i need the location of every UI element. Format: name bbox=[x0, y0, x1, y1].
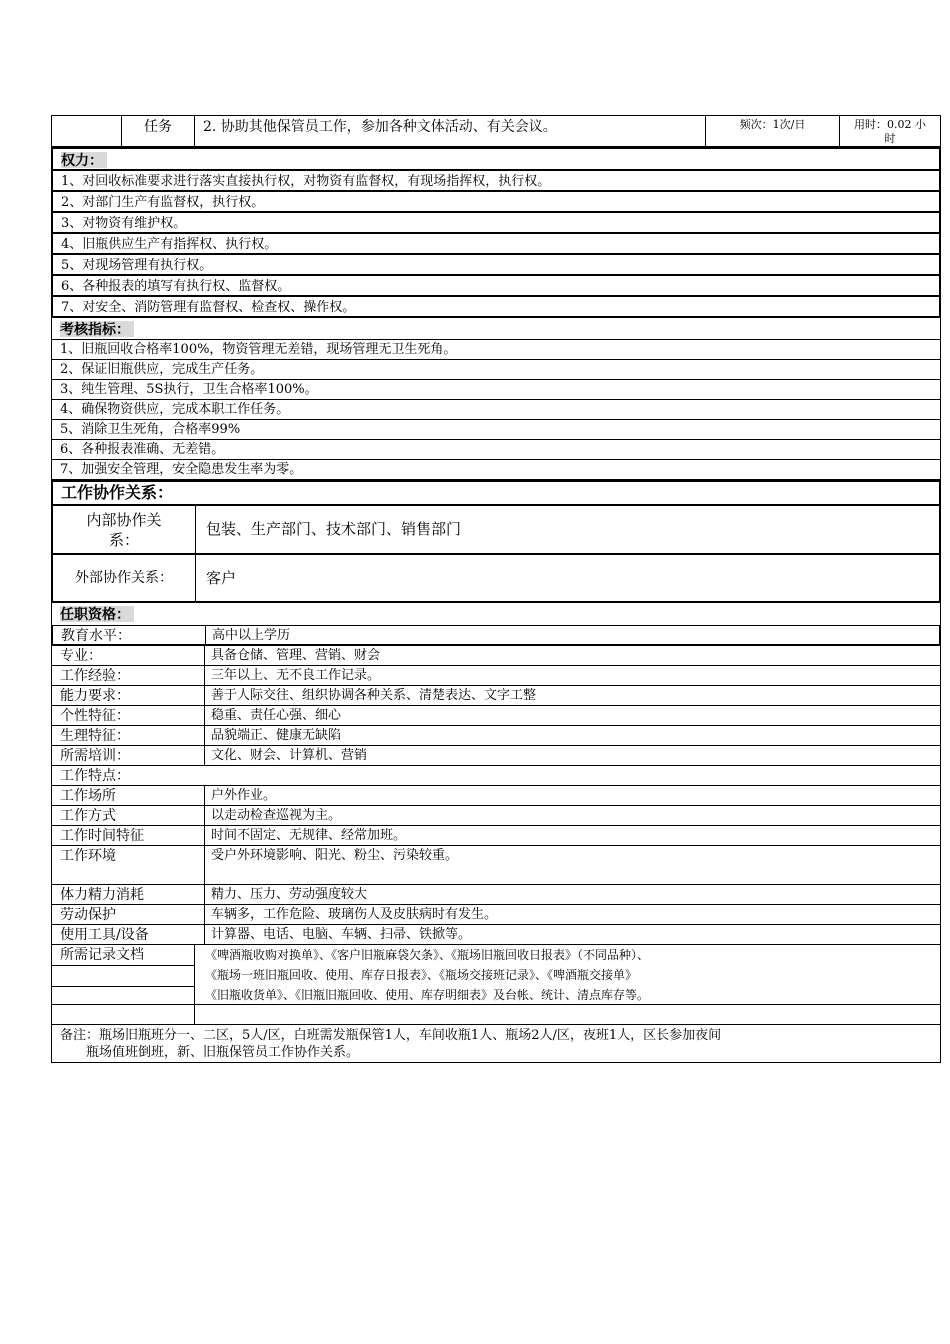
kpi-title: 考核指标： bbox=[60, 321, 134, 337]
kpi-item: 6、各种报表准确、无差错。 bbox=[51, 440, 941, 460]
task-row bbox=[51, 115, 941, 147]
feature-row bbox=[51, 925, 941, 945]
feature-row-value: 以走动检查巡视为主。 bbox=[204, 806, 940, 825]
feature-row bbox=[51, 846, 941, 885]
qualification-title: 任职资格： bbox=[60, 606, 134, 622]
feature-row-value: 户外作业。 bbox=[204, 786, 940, 805]
features-title: 工作特点： bbox=[60, 768, 130, 784]
power-item: 5、对现场管理有执行权。 bbox=[51, 255, 941, 276]
record-line-2: 《瓶场一班旧瓶回收、使用、库存日报表》、《瓶场交接班记录》、《啤酒瓶交接单》 bbox=[205, 968, 638, 982]
task-content: 2. 协助其他保管员工作，参加各种文体活动、有关会议。 bbox=[195, 116, 706, 146]
task-frequency: 频次：1次/日 bbox=[706, 116, 840, 146]
internal-cooperation-value: 包装、生产部门、技术部门、销售部门 bbox=[206, 520, 462, 538]
feature-row-value: 精力、压力、劳动强度较大 bbox=[204, 885, 940, 904]
qualification-row-value: 稳重、责任心强、细心 bbox=[204, 706, 940, 725]
feature-row-value: 计算器、电话、电脑、车辆、扫帚、铁掀等。 bbox=[204, 925, 940, 944]
feature-row-value: 时间不固定、无规律、经常加班。 bbox=[204, 826, 940, 845]
qualification-row bbox=[51, 646, 941, 666]
features-header bbox=[51, 766, 941, 786]
qualification-row-label: 生理特征： bbox=[60, 728, 130, 744]
kpi-item: 7、加强安全管理，安全隐患发生率为零。 bbox=[51, 460, 941, 480]
remark-line-1: 备注：瓶场旧瓶班分一、二区，5人/区，白班需发瓶保管1人，车间收瓶1人、瓶场2人/区，夜班1人，区长参加夜间 bbox=[60, 1028, 722, 1043]
powers-list bbox=[51, 171, 941, 318]
power-item: 7、对安全、消防管理有监督权、检查权、操作权。 bbox=[51, 297, 941, 318]
kpi-item: 2、保证旧瓶供应，完成生产任务。 bbox=[51, 360, 941, 380]
kpi-item: 1、旧瓶回收合格率100%，物资管理无差错，现场管理无卫生死角。 bbox=[51, 340, 941, 360]
cooperation-title: 工作协作关系： bbox=[61, 485, 174, 502]
record-line-3: 《旧瓶收货单》、《旧瓶旧瓶回收、使用、库存明细表》及台帐、统计、清点库存等。 bbox=[205, 988, 650, 1002]
task-label: 任务 bbox=[122, 116, 195, 146]
feature-row bbox=[51, 905, 941, 925]
kpi-list bbox=[51, 340, 941, 480]
remark-line-2: 瓶场值班倒班，新、旧瓶保管员工作协作关系。 bbox=[86, 1045, 360, 1060]
task-time-line2: 时 bbox=[884, 132, 896, 145]
feature-row bbox=[51, 885, 941, 905]
qualification-row-label: 工作经验： bbox=[60, 668, 130, 684]
kpi-header bbox=[51, 318, 941, 340]
qualification-row bbox=[51, 686, 941, 706]
qualification-row bbox=[51, 726, 941, 746]
feature-row-label: 工作环境 bbox=[60, 848, 116, 864]
records-row bbox=[51, 945, 941, 1005]
qualification-header bbox=[51, 603, 941, 626]
qualification-list bbox=[51, 626, 941, 766]
qualification-row bbox=[51, 626, 941, 646]
qualification-row bbox=[51, 666, 941, 686]
qualification-row-label: 专业： bbox=[60, 648, 102, 664]
feature-row bbox=[51, 806, 941, 826]
task-time bbox=[840, 116, 940, 146]
external-cooperation-label: 外部协作关系： bbox=[53, 555, 196, 601]
qualification-row-label: 个性特征： bbox=[60, 708, 130, 724]
empty-row bbox=[51, 1005, 941, 1025]
qualification-row-value: 三年以上、无不良工作记录。 bbox=[204, 666, 940, 685]
qualification-row-label: 所需培训： bbox=[60, 748, 130, 764]
qualification-row bbox=[51, 706, 941, 726]
power-item: 2、对部门生产有监督权，执行权。 bbox=[51, 192, 941, 213]
power-item: 3、对物资有维护权。 bbox=[51, 213, 941, 234]
kpi-item: 4、确保物资供应，完成本职工作任务。 bbox=[51, 400, 941, 420]
qualification-row-value: 品貌端正、健康无缺陷 bbox=[204, 726, 940, 745]
external-cooperation-value: 客户 bbox=[206, 569, 237, 587]
qualification-row-value: 文化、财会、计算机、营销 bbox=[204, 746, 940, 765]
feature-row-label: 工作场所 bbox=[60, 788, 116, 804]
qualification-row-value: 具备仓储、管理、营销、财会 bbox=[204, 646, 940, 665]
feature-row bbox=[51, 826, 941, 846]
power-item: 6、各种报表的填写有执行权、监督权。 bbox=[51, 276, 941, 297]
feature-row-label: 工作方式 bbox=[60, 808, 116, 824]
feature-row-value: 车辆多，工作危险、玻璃伤人及皮肤病时有发生。 bbox=[204, 905, 940, 924]
feature-row bbox=[51, 786, 941, 806]
cooperation-header bbox=[51, 480, 941, 506]
feature-row-value: 受户外环境影响、阳光、粉尘、污染较重。 bbox=[204, 846, 940, 884]
kpi-item: 3、纯生管理、5S执行，卫生合格率100%。 bbox=[51, 380, 941, 400]
internal-cooperation-label: 内部协作关 系： bbox=[53, 506, 196, 553]
qualification-row-label: 能力要求： bbox=[60, 688, 130, 704]
features-list bbox=[51, 786, 941, 945]
record-line-1: 《啤酒瓶收购对换单》、《客户旧瓶麻袋欠条》、《瓶场旧瓶回收日报表》（不同品种）、 bbox=[205, 948, 650, 962]
external-cooperation-row bbox=[51, 555, 941, 603]
qualification-row-value: 高中以上学历 bbox=[205, 626, 939, 644]
task-time-line1: 用时：0.02 小 bbox=[854, 118, 926, 131]
qualification-row-value: 善于人际交往、组织协调各种关系、清楚表达、文字工整 bbox=[204, 686, 940, 705]
internal-cooperation-row bbox=[51, 506, 941, 555]
kpi-item: 5、消除卫生死角，合格率99% bbox=[51, 420, 941, 440]
powers-title: 权力： bbox=[61, 152, 107, 168]
qualification-row bbox=[51, 746, 941, 766]
records-label-cell bbox=[52, 945, 195, 1004]
feature-row-label: 使用工具/设备 bbox=[60, 927, 149, 943]
qualification-row-label: 教育水平： bbox=[61, 628, 131, 644]
records-label: 所需记录文档 bbox=[52, 945, 194, 966]
feature-row-label: 体力精力消耗 bbox=[60, 887, 144, 903]
remark-row bbox=[51, 1025, 941, 1063]
power-item: 4、旧瓶供应生产有指挥权、执行权。 bbox=[51, 234, 941, 255]
power-item: 1、对回收标准要求进行落实直接执行权，对物资有监督权，有现场指挥权，执行权。 bbox=[51, 171, 941, 192]
feature-row-label: 劳动保护 bbox=[60, 907, 116, 923]
feature-row-label: 工作时间特征 bbox=[60, 828, 144, 844]
powers-header bbox=[51, 147, 941, 171]
records-values bbox=[195, 945, 940, 1004]
job-description-table bbox=[51, 115, 941, 1063]
